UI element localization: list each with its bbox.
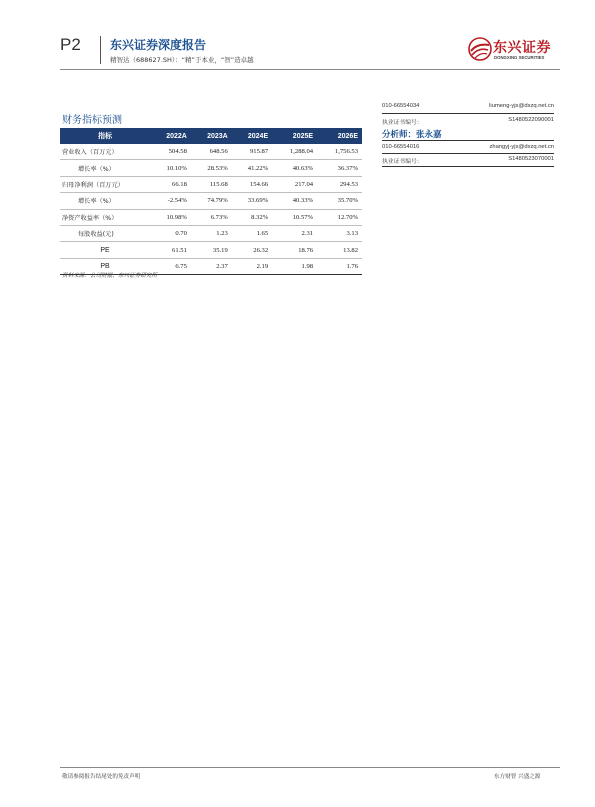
cert-label: 执业证书编号：: [382, 159, 423, 165]
table-cell: 61.51: [150, 242, 191, 258]
table-header-year: 2022A: [150, 128, 191, 144]
table-cell: 36.37%: [317, 160, 362, 176]
analyst-name: 分析师：张永嘉: [382, 130, 442, 140]
page-number: P2: [60, 35, 81, 54]
table-row: [60, 242, 362, 258]
table-cell: 1.23: [191, 225, 232, 241]
table-cell: 6.73%: [191, 209, 232, 225]
table-row: [60, 176, 362, 192]
table-cell: 648.56: [191, 144, 232, 160]
table-cell: 2.37: [191, 258, 232, 274]
table-row: [60, 209, 362, 225]
table-cell: 1,288.04: [272, 144, 317, 160]
table-header-year: 2023A: [191, 128, 232, 144]
contact-divider: [382, 140, 554, 141]
table-row: [60, 193, 362, 209]
footer-disclaimer-note: 敬请参阅报告结尾处的免责声明: [62, 774, 141, 780]
row-label: 增长率（%）: [60, 193, 150, 209]
table-header-year: 2025E: [272, 128, 317, 144]
logo-text-en: DONGXING SECURITIES: [494, 55, 545, 60]
table-cell: 41.22%: [232, 160, 272, 176]
table-cell: 2.19: [232, 258, 272, 274]
table-cell: 13.82: [317, 242, 362, 258]
contact-phone-2-row: [382, 144, 554, 150]
row-label: 每股收益(元): [60, 225, 150, 241]
table-cell: 1,756.53: [317, 144, 362, 160]
table-row: [60, 160, 362, 176]
table-cell: 217.04: [272, 176, 317, 192]
table-cell: 1.65: [232, 225, 272, 241]
contact-divider: [382, 113, 554, 114]
footer-slogan: 东方财智 兴盛之源: [494, 774, 541, 780]
contact-email[interactable]: liumeng-yjs@dxzq.net.cn: [489, 103, 554, 109]
contact-phone-1-row: [382, 103, 554, 109]
contact-cert-2-row: [382, 156, 554, 165]
contact-cert-1-row: [382, 117, 554, 126]
table-cell: 1.98: [272, 258, 317, 274]
table-cell: 10.10%: [150, 160, 191, 176]
table-cell: 2.31: [272, 225, 317, 241]
table-cell: 0.70: [150, 225, 191, 241]
table-row: [60, 144, 362, 160]
cert-label: 执业证书编号：: [382, 120, 423, 126]
row-label: 归母净利润（百万元）: [60, 176, 150, 192]
table-cell: 33.69%: [232, 193, 272, 209]
table-row: [60, 225, 362, 241]
contact-phone: 010-66554034: [382, 103, 420, 109]
cert-number: S1480522090001: [508, 117, 554, 123]
table-header-row: [60, 128, 362, 144]
section-title: 财务指标预测: [62, 115, 122, 126]
table-cell: 18.76: [272, 242, 317, 258]
cert-number: S1480523070001: [508, 156, 554, 162]
logo-emblem-icon: [468, 37, 492, 61]
table-cell: 3.13: [317, 225, 362, 241]
contact-email[interactable]: zhangyj-yjs@dxzq.net.cn: [489, 144, 554, 150]
table-cell: 1.76: [317, 258, 362, 274]
table-cell: 115.68: [191, 176, 232, 192]
table-cell: 294.53: [317, 176, 362, 192]
table-cell: 28.53%: [191, 160, 232, 176]
header-divider: [100, 36, 101, 64]
table-source-note: 资料来源：公司财报、东兴证券研究所: [62, 273, 158, 279]
table-cell: 35.19: [191, 242, 232, 258]
table-cell: 915.87: [232, 144, 272, 160]
table-cell: 35.70%: [317, 193, 362, 209]
table-cell: 8.32%: [232, 209, 272, 225]
table-header-year: 2024E: [232, 128, 272, 144]
table-cell: 40.63%: [272, 160, 317, 176]
row-label: 净资产收益率（%）: [60, 209, 150, 225]
table-cell: 40.33%: [272, 193, 317, 209]
company-logo: [468, 37, 560, 63]
footer-rule: [60, 767, 560, 768]
table-cell: 74.79%: [191, 193, 232, 209]
row-label: PB: [60, 258, 150, 274]
logo-text-cn: 东兴证券: [493, 40, 551, 56]
table-cell: 66.18: [150, 176, 191, 192]
contact-divider: [382, 153, 554, 154]
row-label: 增长率（%）: [60, 160, 150, 176]
financial-forecast-table: [60, 128, 362, 275]
report-subtitle: 精智达（688627.SH）：“精”于本业，“智”造卓越: [110, 56, 254, 64]
table-cell: 10.98%: [150, 209, 191, 225]
row-label: PE: [60, 242, 150, 258]
report-brand-title: 东兴证券深度报告: [110, 38, 207, 52]
table-header-year: 2026E: [317, 128, 362, 144]
table-cell: 26.32: [232, 242, 272, 258]
table-cell: 10.57%: [272, 209, 317, 225]
table-cell: 504.58: [150, 144, 191, 160]
contact-phone: 010-66554016: [382, 144, 420, 150]
table-cell: 6.75: [150, 258, 191, 274]
table-header-label: 指标: [60, 128, 150, 144]
contact-divider: [382, 166, 554, 167]
table-cell: 154.66: [232, 176, 272, 192]
header-rule: [60, 69, 560, 70]
table-cell: 12.70%: [317, 209, 362, 225]
row-label: 营业收入（百万元）: [60, 144, 150, 160]
table-cell: -2.54%: [150, 193, 191, 209]
